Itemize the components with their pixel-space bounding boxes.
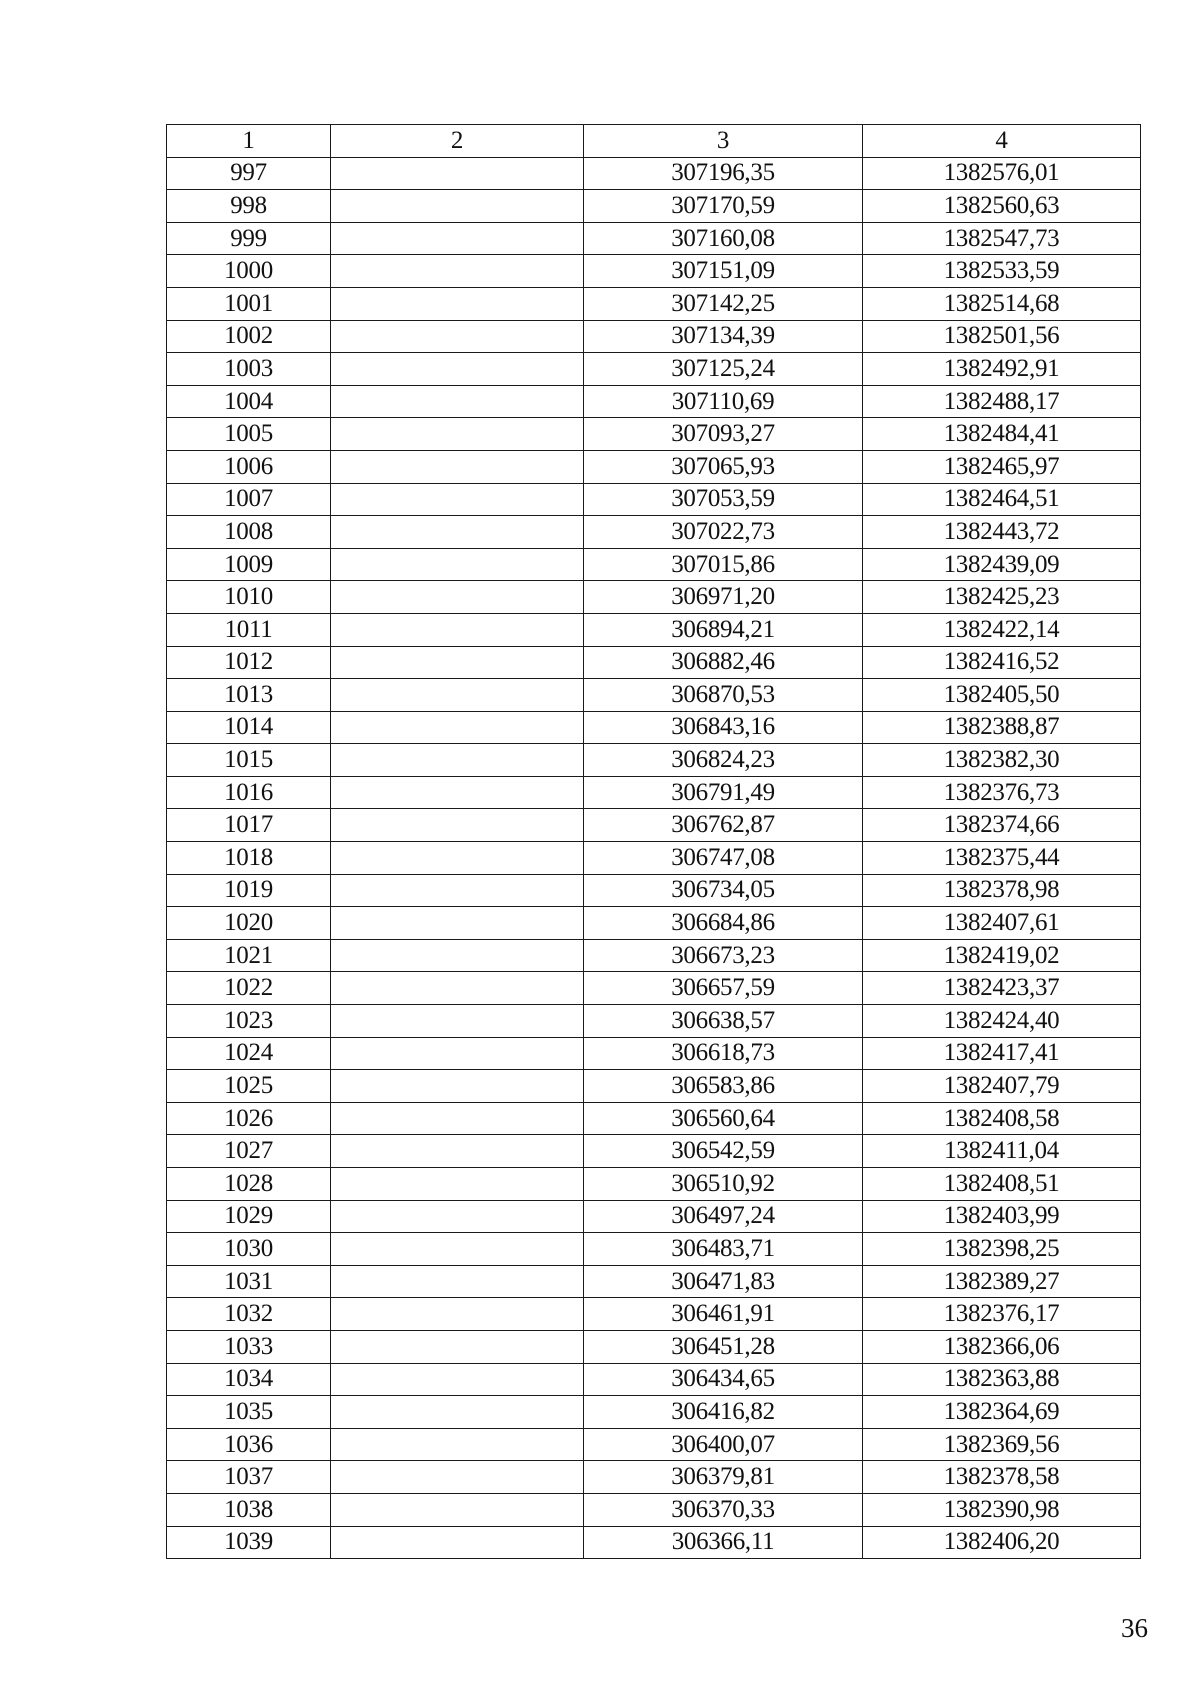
table-cell-col-1: 1017	[167, 809, 331, 842]
table-cell-col-2	[331, 1168, 584, 1201]
table-cell-col-3: 306370,33	[584, 1493, 863, 1526]
table-cell-col-4: 1382408,58	[863, 1102, 1141, 1135]
table-cell-col-3: 306451,28	[584, 1330, 863, 1363]
table-cell-col-1: 1035	[167, 1396, 331, 1429]
table-cell-col-4: 1382492,91	[863, 353, 1141, 386]
table-row	[167, 222, 1141, 255]
table-cell-col-4: 1382488,17	[863, 385, 1141, 418]
table-cell-col-4: 1382407,79	[863, 1070, 1141, 1103]
table-cell-col-1: 1027	[167, 1135, 331, 1168]
header-row	[167, 125, 1141, 158]
table-cell-col-4: 1382375,44	[863, 842, 1141, 875]
table-row	[167, 874, 1141, 907]
table-cell-col-3: 306870,53	[584, 679, 863, 712]
table-cell-col-3: 306434,65	[584, 1363, 863, 1396]
table-row	[167, 842, 1141, 875]
table-cell-col-2	[331, 972, 584, 1005]
table-row	[167, 1005, 1141, 1038]
table-row	[167, 516, 1141, 549]
table-row	[167, 744, 1141, 777]
table-cell-col-3: 306657,59	[584, 972, 863, 1005]
table-header	[167, 125, 1141, 158]
table-cell-col-2	[331, 1428, 584, 1461]
table-cell-col-2	[331, 874, 584, 907]
table-cell-col-4: 1382423,37	[863, 972, 1141, 1005]
table-row	[167, 1526, 1141, 1559]
table-cell-col-2	[331, 744, 584, 777]
table-cell-col-1: 1002	[167, 320, 331, 353]
table-row	[167, 190, 1141, 223]
table-cell-col-4: 1382425,23	[863, 581, 1141, 614]
table-cell-col-3: 307151,09	[584, 255, 863, 288]
table-cell-col-1: 1000	[167, 255, 331, 288]
table-row	[167, 450, 1141, 483]
table-cell-col-2	[331, 939, 584, 972]
table-cell-col-4: 1382424,40	[863, 1005, 1141, 1038]
table-cell-col-1: 1014	[167, 711, 331, 744]
table-cell-col-3: 306894,21	[584, 613, 863, 646]
table-cell-col-1: 1022	[167, 972, 331, 1005]
table-cell-col-3: 306416,82	[584, 1396, 863, 1429]
table-cell-col-1: 1009	[167, 548, 331, 581]
table-cell-col-4: 1382364,69	[863, 1396, 1141, 1429]
table-cell-col-3: 306461,91	[584, 1298, 863, 1331]
table-cell-col-1: 1024	[167, 1037, 331, 1070]
table-cell-col-2	[331, 1200, 584, 1233]
table-cell-col-4: 1382417,41	[863, 1037, 1141, 1070]
table-cell-col-4: 1382422,14	[863, 613, 1141, 646]
table-row	[167, 483, 1141, 516]
table-cell-col-3: 306379,81	[584, 1461, 863, 1494]
table-row	[167, 1330, 1141, 1363]
table-cell-col-4: 1382398,25	[863, 1233, 1141, 1266]
table-cell-col-4: 1382374,66	[863, 809, 1141, 842]
table-row	[167, 1265, 1141, 1298]
table-cell-col-2	[331, 711, 584, 744]
table-cell-col-4: 1382501,56	[863, 320, 1141, 353]
table-cell-col-4: 1382389,27	[863, 1265, 1141, 1298]
table-cell-col-3: 306618,73	[584, 1037, 863, 1070]
table-cell-col-1: 997	[167, 157, 331, 190]
table-cell-col-3: 306843,16	[584, 711, 863, 744]
header-col-3: 3	[584, 125, 863, 158]
table-cell-col-2	[331, 842, 584, 875]
table-cell-col-1: 1036	[167, 1428, 331, 1461]
table-row	[167, 613, 1141, 646]
table-cell-col-1: 1003	[167, 353, 331, 386]
table-row	[167, 1396, 1141, 1429]
table-row	[167, 1102, 1141, 1135]
table-cell-col-4: 1382560,63	[863, 190, 1141, 223]
table-cell-col-3: 306483,71	[584, 1233, 863, 1266]
table-cell-col-2	[331, 516, 584, 549]
table-cell-col-3: 306673,23	[584, 939, 863, 972]
table-cell-col-3: 307022,73	[584, 516, 863, 549]
table-cell-col-2	[331, 1396, 584, 1429]
table-row	[167, 418, 1141, 451]
table-cell-col-3: 307093,27	[584, 418, 863, 451]
table-cell-col-4: 1382547,73	[863, 222, 1141, 255]
table-body	[167, 157, 1141, 1559]
table-cell-col-1: 1018	[167, 842, 331, 875]
table-cell-col-3: 307134,39	[584, 320, 863, 353]
table-cell-col-1: 1004	[167, 385, 331, 418]
table-row	[167, 1363, 1141, 1396]
table-cell-col-3: 307015,86	[584, 548, 863, 581]
table-cell-col-2	[331, 679, 584, 712]
table-row	[167, 1037, 1141, 1070]
table-row	[167, 809, 1141, 842]
table-cell-col-3: 306684,86	[584, 907, 863, 940]
table-cell-col-2	[331, 1330, 584, 1363]
table-cell-col-4: 1382376,73	[863, 776, 1141, 809]
table-cell-col-1: 1010	[167, 581, 331, 614]
table-cell-col-2	[331, 613, 584, 646]
table-cell-col-4: 1382419,02	[863, 939, 1141, 972]
table-cell-col-2	[331, 1265, 584, 1298]
table-cell-col-1: 1013	[167, 679, 331, 712]
table-cell-col-3: 306638,57	[584, 1005, 863, 1038]
table-cell-col-2	[331, 190, 584, 223]
table-cell-col-3: 307160,08	[584, 222, 863, 255]
table-row	[167, 320, 1141, 353]
table-cell-col-4: 1382366,06	[863, 1330, 1141, 1363]
table-cell-col-4: 1382533,59	[863, 255, 1141, 288]
table-cell-col-4: 1382382,30	[863, 744, 1141, 777]
table-cell-col-4: 1382388,87	[863, 711, 1141, 744]
table-cell-col-4: 1382465,97	[863, 450, 1141, 483]
table-row	[167, 711, 1141, 744]
table-row	[167, 776, 1141, 809]
table-cell-col-3: 307053,59	[584, 483, 863, 516]
table-cell-col-1: 1028	[167, 1168, 331, 1201]
table-cell-col-3: 306583,86	[584, 1070, 863, 1103]
header-col-4: 4	[863, 125, 1141, 158]
coordinates-table	[166, 124, 1141, 1559]
table-cell-col-3: 306510,92	[584, 1168, 863, 1201]
table-cell-col-2	[331, 1461, 584, 1494]
table-cell-col-3: 307170,59	[584, 190, 863, 223]
table-cell-col-4: 1382484,41	[863, 418, 1141, 451]
table-cell-col-4: 1382443,72	[863, 516, 1141, 549]
table-cell-col-2	[331, 353, 584, 386]
table-cell-col-1: 999	[167, 222, 331, 255]
table-cell-col-3: 307142,25	[584, 287, 863, 320]
table-cell-col-1: 1001	[167, 287, 331, 320]
table-cell-col-3: 306542,59	[584, 1135, 863, 1168]
table-cell-col-3: 306791,49	[584, 776, 863, 809]
table-cell-col-3: 307125,24	[584, 353, 863, 386]
table-cell-col-2	[331, 548, 584, 581]
header-col-1: 1	[167, 125, 331, 158]
table-row	[167, 1233, 1141, 1266]
table-cell-col-4: 1382390,98	[863, 1493, 1141, 1526]
table-cell-col-2	[331, 1363, 584, 1396]
table-cell-col-1: 1015	[167, 744, 331, 777]
table-cell-col-2	[331, 581, 584, 614]
table-cell-col-3: 306497,24	[584, 1200, 863, 1233]
table-row	[167, 548, 1141, 581]
table-cell-col-3: 306971,20	[584, 581, 863, 614]
table-cell-col-3: 307110,69	[584, 385, 863, 418]
table-cell-col-4: 1382464,51	[863, 483, 1141, 516]
table-cell-col-1: 1030	[167, 1233, 331, 1266]
table-cell-col-1: 1007	[167, 483, 331, 516]
table-cell-col-4: 1382378,58	[863, 1461, 1141, 1494]
table-cell-col-2	[331, 1493, 584, 1526]
table-cell-col-4: 1382403,99	[863, 1200, 1141, 1233]
table-row	[167, 1461, 1141, 1494]
table-cell-col-1: 1008	[167, 516, 331, 549]
table-cell-col-4: 1382363,88	[863, 1363, 1141, 1396]
table-cell-col-3: 306762,87	[584, 809, 863, 842]
table-cell-col-3: 306734,05	[584, 874, 863, 907]
table-cell-col-4: 1382376,17	[863, 1298, 1141, 1331]
table-cell-col-3: 306882,46	[584, 646, 863, 679]
table-cell-col-2	[331, 483, 584, 516]
table-cell-col-3: 307065,93	[584, 450, 863, 483]
table-cell-col-2	[331, 222, 584, 255]
table-cell-col-2	[331, 1102, 584, 1135]
table-cell-col-4: 1382576,01	[863, 157, 1141, 190]
table-row	[167, 1493, 1141, 1526]
table-cell-col-1: 1006	[167, 450, 331, 483]
table-cell-col-4: 1382408,51	[863, 1168, 1141, 1201]
table-row	[167, 1070, 1141, 1103]
table-row	[167, 679, 1141, 712]
table-cell-col-2	[331, 157, 584, 190]
table-cell-col-3: 306560,64	[584, 1102, 863, 1135]
table-cell-col-2	[331, 1135, 584, 1168]
table-cell-col-2	[331, 776, 584, 809]
table-cell-col-2	[331, 450, 584, 483]
table-cell-col-1: 1011	[167, 613, 331, 646]
table-row	[167, 255, 1141, 288]
table-cell-col-1: 1032	[167, 1298, 331, 1331]
table-cell-col-3: 306471,83	[584, 1265, 863, 1298]
table-cell-col-2	[331, 1526, 584, 1559]
table-cell-col-4: 1382378,98	[863, 874, 1141, 907]
table-cell-col-1: 1016	[167, 776, 331, 809]
table-row	[167, 1200, 1141, 1233]
table-cell-col-1: 1025	[167, 1070, 331, 1103]
table-cell-col-2	[331, 1070, 584, 1103]
table-cell-col-4: 1382406,20	[863, 1526, 1141, 1559]
table-cell-col-3: 306366,11	[584, 1526, 863, 1559]
table-cell-col-2	[331, 1005, 584, 1038]
table-cell-col-2	[331, 255, 584, 288]
table-cell-col-1: 1039	[167, 1526, 331, 1559]
table-row	[167, 157, 1141, 190]
table-cell-col-1: 1026	[167, 1102, 331, 1135]
table-cell-col-4: 1382439,09	[863, 548, 1141, 581]
table-cell-col-2	[331, 809, 584, 842]
table-row	[167, 1135, 1141, 1168]
table-row	[167, 1168, 1141, 1201]
table-cell-col-1: 1033	[167, 1330, 331, 1363]
table-row	[167, 1428, 1141, 1461]
table-cell-col-2	[331, 320, 584, 353]
table-cell-col-2	[331, 385, 584, 418]
table-row	[167, 287, 1141, 320]
table-row	[167, 353, 1141, 386]
table-cell-col-2	[331, 287, 584, 320]
table-row	[167, 581, 1141, 614]
table-cell-col-4: 1382407,61	[863, 907, 1141, 940]
table-cell-col-1: 1012	[167, 646, 331, 679]
table-cell-col-3: 306400,07	[584, 1428, 863, 1461]
table-cell-col-1: 1034	[167, 1363, 331, 1396]
table-cell-col-2	[331, 646, 584, 679]
table-row	[167, 385, 1141, 418]
table-cell-col-3: 306824,23	[584, 744, 863, 777]
table-cell-col-4: 1382411,04	[863, 1135, 1141, 1168]
table-cell-col-1: 1005	[167, 418, 331, 451]
table-row	[167, 646, 1141, 679]
table-cell-col-1: 1023	[167, 1005, 331, 1038]
table-cell-col-2	[331, 1298, 584, 1331]
table-cell-col-1: 1029	[167, 1200, 331, 1233]
table-row	[167, 972, 1141, 1005]
table-row	[167, 907, 1141, 940]
page-number: 36	[1121, 1613, 1148, 1643]
table-cell-col-1: 1038	[167, 1493, 331, 1526]
table-cell-col-2	[331, 1233, 584, 1266]
table-cell-col-4: 1382514,68	[863, 287, 1141, 320]
table-cell-col-2	[331, 1037, 584, 1070]
table-cell-col-1: 1020	[167, 907, 331, 940]
table-cell-col-3: 306747,08	[584, 842, 863, 875]
table-cell-col-1: 1021	[167, 939, 331, 972]
table-cell-col-4: 1382405,50	[863, 679, 1141, 712]
table-cell-col-1: 1037	[167, 1461, 331, 1494]
table-cell-col-3: 307196,35	[584, 157, 863, 190]
table-cell-col-2	[331, 418, 584, 451]
header-col-2: 2	[331, 125, 584, 158]
table-cell-col-1: 1031	[167, 1265, 331, 1298]
table-cell-col-1: 998	[167, 190, 331, 223]
table-row	[167, 939, 1141, 972]
table-cell-col-1: 1019	[167, 874, 331, 907]
table-cell-col-2	[331, 907, 584, 940]
table-cell-col-4: 1382416,52	[863, 646, 1141, 679]
table-cell-col-4: 1382369,56	[863, 1428, 1141, 1461]
table-row	[167, 1298, 1141, 1331]
